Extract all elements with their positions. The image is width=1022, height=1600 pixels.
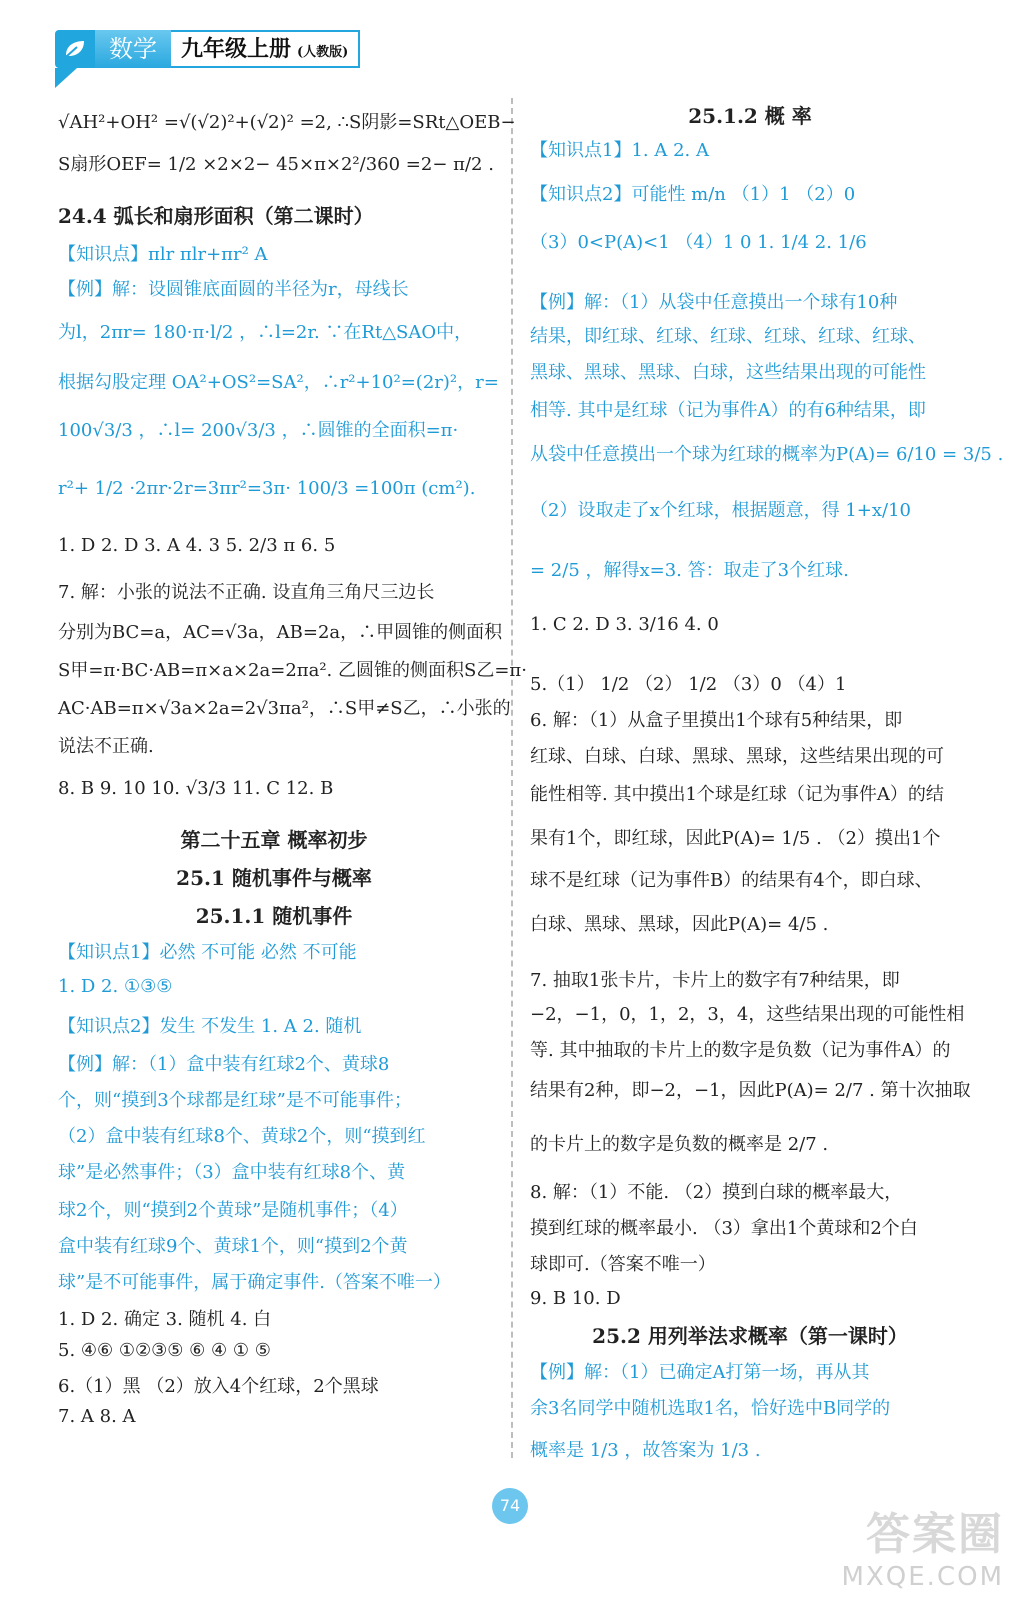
right-text-line: 6. 解：（1）从盒子里摸出1个球有5种结果，即 <box>530 710 903 731</box>
grade-label: 九年级上册 (人教版) <box>171 30 360 68</box>
right-text-line: 黑球、黑球、黑球、白球，这些结果出现的可能性 <box>530 362 926 383</box>
right-text-line: （2）设取走了x个红球，根据题意，得 1+x/10 <box>530 500 911 521</box>
left-text-line: 1. D 2. D 3. A 4. 3 5. 2/3 π 6. 5 <box>58 535 336 556</box>
left-text-line: 5. ④⑥ ①②③⑤ ⑥ ④ ① ⑤ <box>58 1340 271 1361</box>
left-text-line: 球2个，则“摸到2个黄球”是随机事件；（4） <box>58 1200 408 1221</box>
right-text-line: 25.2 用列举法求概率（第一课时） <box>592 1324 908 1348</box>
right-text-line: 球不是红球（记为事件B）的结果有4个，即白球、 <box>530 870 933 891</box>
right-text-line: −2，−1，0，1，2，3，4，这些结果出现的可能性相 <box>530 1004 965 1025</box>
left-text-line: 个，则“摸到3个球都是红球”是不可能事件； <box>58 1090 412 1111</box>
right-text-line: 球即可.（答案不唯一） <box>530 1254 716 1275</box>
left-text-line: 根据勾股定理 OA²+OS²=SA²，∴r²+10²=(2r)²，r= <box>58 372 499 393</box>
left-text-line: AC·AB=π×√3a×2a=2√3πa²，∴S甲≠S乙，∴小张的 <box>58 698 511 719</box>
left-text-line: 分别为BC=a，AC=√3a，AB=2a，∴甲圆锥的侧面积 <box>58 622 503 643</box>
left-text-line: （2）盒中装有红球8个、黄球2个，则“摸到红 <box>58 1126 426 1147</box>
left-text-line: S扇形OEF= 1/2 ×2×2− 45×π×2²/360 =2− π/2 . <box>58 154 494 175</box>
left-text-line: 6.（1）黑 （2）放入4个红球，2个黑球 <box>58 1376 379 1397</box>
left-text-line: 1. D 2. ①③⑤ <box>58 976 173 997</box>
left-text-line: 第二十五章 概率初步 <box>180 828 368 852</box>
left-text-line: 盒中装有红球9个、黄球1个，则“摸到2个黄 <box>58 1236 408 1257</box>
page-number: 74 <box>492 1488 528 1524</box>
left-text-line: r²+ 1/2 ·2πr·2r=3πr²=3π· 100/3 =100π (cm²). <box>58 478 476 499</box>
right-text-line: 【知识点2】可能性 m/n （1）1 （2）0 <box>530 184 856 205</box>
right-text-line: 相等. 其中是红球（记为事件A）的有6种结果，即 <box>530 400 926 421</box>
right-text-line: 结果有2种，即−2，−1，因此P(A)= 2/7 . 第十次抽取 <box>530 1080 971 1101</box>
left-text-line: 25.1 随机事件与概率 <box>176 866 372 890</box>
right-text-line: 的卡片上的数字是负数的概率是 2/7 . <box>530 1134 829 1155</box>
left-text-line: S甲=π·BC·AB=π×a×2a=2πa². 乙圆锥的侧面积S乙=π· <box>58 660 527 681</box>
right-text-line: 【例】解：（1）已确定A打第一场，再从其 <box>530 1362 870 1383</box>
column-divider <box>511 98 513 1458</box>
left-text-line: 7. 解：小张的说法不正确. 设直角三角尺三边长 <box>58 582 435 603</box>
left-text-line: 【例】解：设圆锥底面圆的半径为r，母线长 <box>58 279 409 300</box>
left-text-line: 24.4 弧长和扇形面积（第二课时） <box>58 204 374 228</box>
right-text-line: 红球、白球、白球、黑球、黑球，这些结果出现的可 <box>530 746 944 767</box>
left-text-line: 【知识点1】必然 不可能 必然 不可能 <box>58 942 357 963</box>
left-text-line: 1. D 2. 确定 3. 随机 4. 白 <box>58 1309 272 1330</box>
left-text-line: 8. B 9. 10 10. √3/3 11. C 12. B <box>58 778 334 799</box>
subject-label: 数学 <box>95 30 171 68</box>
right-text-line: 5.（1） 1/2 （2） 1/2 （3）0 （4）1 <box>530 674 847 695</box>
right-text-line: 1. C 2. D 3. 3/16 4. 0 <box>530 614 719 635</box>
right-text-line: 等. 其中抽取的卡片上的数字是负数（记为事件A）的 <box>530 1040 951 1061</box>
book-header <box>55 28 360 70</box>
left-text-line: 说法不正确. <box>58 736 154 757</box>
left-text-line: 100√3/3 ，∴l= 200√3/3 ，∴圆锥的全面积=π· <box>58 420 459 441</box>
right-text-line: 果有1个，即红球，因此P(A)= 1/5 . （2）摸出1个 <box>530 828 941 849</box>
right-text-line: 摸到红球的概率最小. （3）拿出1个黄球和2个白 <box>530 1218 918 1239</box>
right-text-line: 从袋中任意摸出一个球为红球的概率为P(A)= 6/10 = 3/5 . <box>530 444 1004 465</box>
right-text-line: 7. 抽取1张卡片，卡片上的数字有7种结果，即 <box>530 970 900 991</box>
right-text-line: 【知识点1】1. A 2. A <box>530 140 709 161</box>
leaf-logo-icon <box>55 30 95 68</box>
right-text-line: 9. B 10. D <box>530 1288 621 1309</box>
right-text-line: 8. 解：（1）不能. （2）摸到白球的概率最大， <box>530 1182 903 1203</box>
left-text-line: 【例】解：（1）盒中装有红球2个、黄球8 <box>58 1054 390 1075</box>
right-text-line: 能性相等. 其中摸出1个球是红球（记为事件A）的结 <box>530 784 944 805</box>
left-text-line: 球”是必然事件；（3）盒中装有红球8个、黄 <box>58 1162 406 1183</box>
left-text-line: 为l，2πr= 180·π·l/2 ，∴l=2r. ∵在Rt△SAO中， <box>58 322 473 343</box>
left-text-line: 【知识点2】发生 不发生 1. A 2. 随机 <box>58 1016 362 1037</box>
right-text-line: = 2/5 ，解得x=3. 答：取走了3个红球. <box>530 560 849 581</box>
left-text-line: √AH²+OH² =√(√2)²+(√2)² =2, ∴S阴影=SRt△OEB− <box>58 112 516 133</box>
left-text-line: 球”是不可能事件，属于确定事件.（答案不唯一） <box>58 1272 451 1293</box>
right-text-line: 【例】解：（1）从袋中任意摸出一个球有10种 <box>530 292 898 313</box>
right-text-line: （3）0<P(A)<1 （4）1 0 1. 1/4 2. 1/6 <box>530 232 867 253</box>
watermark: 答案圈 MXQE.COM <box>841 1509 1004 1592</box>
right-text-line: 余3名同学中随机选取1名，恰好选中B同学的 <box>530 1398 891 1419</box>
header-corner-decoration <box>55 68 77 88</box>
right-text-line: 概率是 1/3 ，故答案为 1/3 . <box>530 1440 761 1461</box>
left-text-line: 7. A 8. A <box>58 1406 136 1427</box>
left-text-line: 25.1.1 随机事件 <box>195 904 353 928</box>
left-text-line: 【知识点】πlr πlr+πr² A <box>58 244 268 265</box>
right-text-line: 白球、黑球、黑球，因此P(A)= 4/5 . <box>530 914 829 935</box>
right-text-line: 结果，即红球、红球、红球、红球、红球、红球、 <box>530 326 926 347</box>
right-text-line: 25.1.2 概 率 <box>688 104 812 128</box>
